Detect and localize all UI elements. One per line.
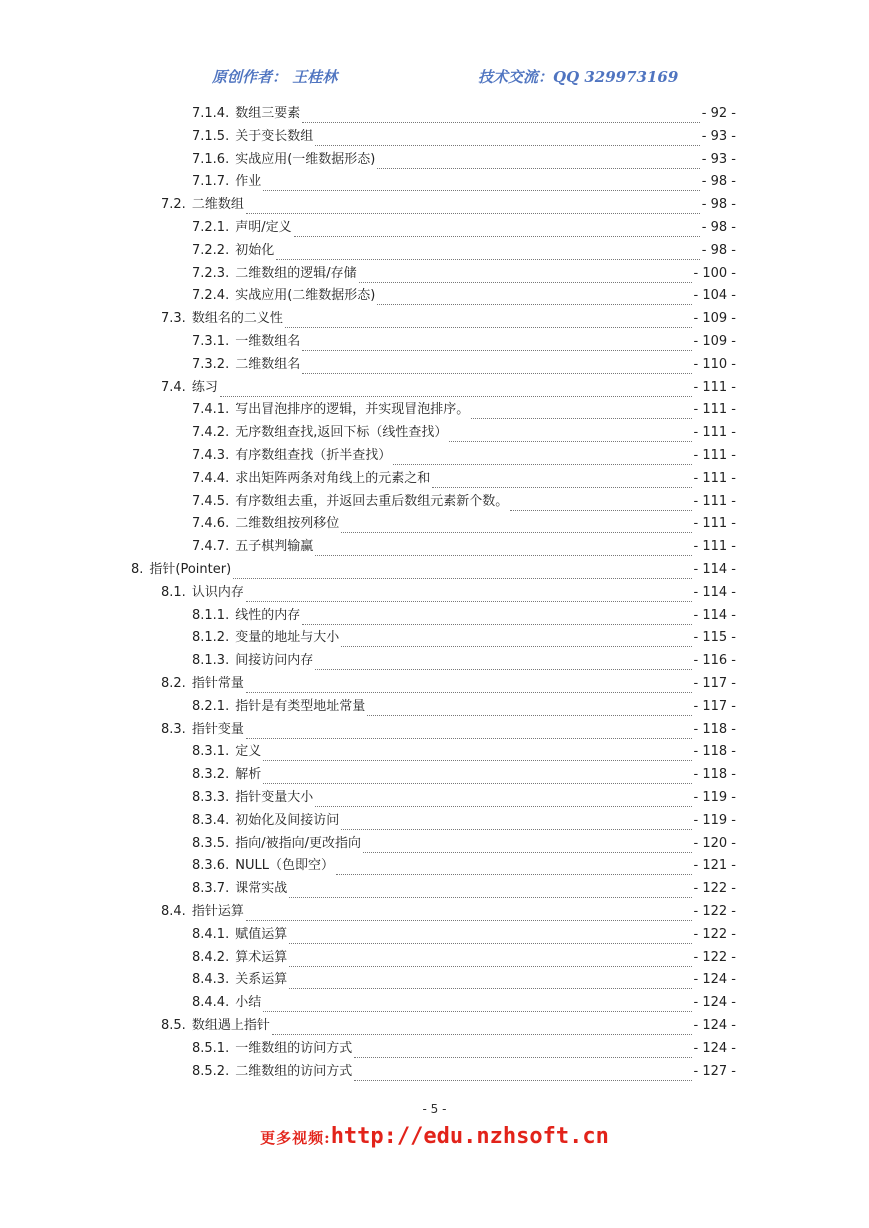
toc-entry[interactable]: [192, 127, 736, 147]
toc-dot-leader: [432, 473, 691, 488]
toc-dot-leader: [315, 792, 691, 807]
toc-entry[interactable]: [192, 948, 736, 968]
toc-dot-leader: [233, 564, 691, 579]
toc-entry-page: - 98 -: [701, 174, 736, 189]
toc-entry[interactable]: [192, 172, 736, 192]
toc-entry-number: 8.3.4.: [192, 813, 230, 828]
toc-entry[interactable]: [192, 606, 736, 626]
toc-entry[interactable]: [192, 1062, 736, 1082]
toc-entry-page: - 124 -: [693, 1018, 736, 1033]
toc-dot-leader: [276, 245, 700, 260]
toc-dot-leader: [341, 518, 691, 533]
toc-entry-title: 关系运算: [235, 972, 288, 987]
toc-entry[interactable]: [192, 765, 736, 785]
toc-entry-title: 无序数组查找,返回下标（线性查找）: [235, 425, 448, 440]
toc-entry-number: 8.3.3.: [192, 790, 230, 805]
toc-dot-leader: [289, 929, 691, 944]
toc-entry[interactable]: [192, 970, 736, 990]
toc-entry-title: 二维数组名: [235, 357, 301, 372]
toc-entry-page: - 111 -: [693, 425, 736, 440]
toc-entry[interactable]: [192, 856, 736, 876]
toc-entry-page: - 124 -: [693, 1041, 736, 1056]
toc-entry-number: 8.3.1.: [192, 744, 230, 759]
toc-entry-page: - 93 -: [701, 129, 736, 144]
toc-entry-title: 赋值运算: [235, 927, 288, 942]
toc-entry-number: 7.2.: [161, 197, 186, 212]
toc-entry[interactable]: [192, 150, 736, 170]
toc-entry-page: - 120 -: [693, 836, 736, 851]
toc-entry-number: 7.2.1.: [192, 220, 230, 235]
toc-entry-page: - 111 -: [693, 448, 736, 463]
toc-dot-leader: [289, 974, 691, 989]
toc-entry-title: 指针变量大小: [235, 790, 314, 805]
toc-entry-page: - 122 -: [693, 881, 736, 896]
page-footer: [0, 1124, 869, 1149]
toc-entry-page: - 118 -: [693, 722, 736, 737]
toc-dot-leader: [367, 701, 691, 716]
toc-entry-title: 变量的地址与大小: [235, 630, 340, 645]
toc-entry[interactable]: [192, 423, 736, 443]
toc-entry-title: 一维数组的访问方式: [235, 1041, 353, 1056]
toc-entry-page: - 111 -: [693, 494, 736, 509]
toc-entry[interactable]: [192, 788, 736, 808]
toc-dot-leader: [341, 632, 691, 647]
toc-dot-leader: [449, 427, 691, 442]
toc-entry-number: 8.1.2.: [192, 630, 230, 645]
toc-entry-title: 有序数组去重，并返回去重后数组元素新个数。: [235, 494, 509, 509]
toc-entry-page: - 127 -: [693, 1064, 736, 1079]
toc-entry-title: 指针运算: [191, 904, 244, 919]
toc-entry[interactable]: [192, 400, 736, 420]
toc-entry-title: 实战应用(一维数据形态): [235, 152, 376, 167]
toc-entry-number: 7.4.4.: [192, 471, 230, 486]
toc-entry-number: 8.2.1.: [192, 699, 230, 714]
toc-entry[interactable]: [192, 355, 736, 375]
toc-entry[interactable]: [161, 1016, 736, 1036]
toc-entry-number: 7.1.4.: [192, 106, 230, 121]
toc-entry-page: - 111 -: [693, 539, 736, 554]
toc-dot-leader: [246, 678, 692, 693]
toc-entry-page: - 121 -: [693, 858, 736, 873]
toc-entry-page: - 117 -: [693, 699, 736, 714]
header-author: 原创作者： 王桂林: [212, 68, 338, 86]
toc-entry-number: 7.3.1.: [192, 334, 230, 349]
toc-dot-leader: [289, 883, 691, 898]
toc-entry-page: - 109 -: [693, 334, 736, 349]
toc-dot-leader: [246, 199, 700, 214]
toc-entry[interactable]: [192, 218, 736, 238]
toc-entry-number: 7.1.7.: [192, 174, 230, 189]
toc-entry-title: 数组三要素: [235, 106, 301, 121]
toc-dot-leader: [220, 382, 692, 397]
toc-entry-number: 7.2.4.: [192, 288, 230, 303]
toc-entry-number: 7.4.1.: [192, 402, 230, 417]
toc-entry[interactable]: [192, 742, 736, 762]
toc-dot-leader: [263, 746, 691, 761]
toc-entry-page: - 114 -: [693, 585, 736, 600]
footer-label: 更多视频:: [260, 1129, 331, 1147]
toc-entry[interactable]: [192, 446, 736, 466]
toc-entry-number: 7.4.5.: [192, 494, 230, 509]
toc-entry-number: 7.4.7.: [192, 539, 230, 554]
toc-entry-title: 练习: [191, 380, 218, 395]
toc-entry[interactable]: [192, 1039, 736, 1059]
toc-entry-title: 算术运算: [235, 950, 288, 965]
toc-entry-title: 数组名的二义性: [191, 311, 283, 326]
toc-entry-number: 8.1.1.: [192, 608, 230, 623]
toc-entry-page: - 114 -: [693, 562, 736, 577]
toc-dot-leader: [341, 815, 691, 830]
toc-entry[interactable]: [131, 560, 736, 580]
toc-entry-number: 8.4.: [161, 904, 186, 919]
toc-dot-leader: [510, 496, 691, 511]
toc-dot-leader: [246, 906, 692, 921]
toc-entry-number: 8.2.: [161, 676, 186, 691]
toc-entry[interactable]: [192, 925, 736, 945]
toc-entry-number: 7.2.2.: [192, 243, 230, 258]
footer-url-link[interactable]: http://edu.nzhsoft.cn: [330, 1124, 609, 1149]
toc-entry-number: 7.1.5.: [192, 129, 230, 144]
toc-entry-title: 五子棋判输赢: [235, 539, 314, 554]
toc-entry-number: 8.4.4.: [192, 995, 230, 1010]
toc-entry-number: 8.5.2.: [192, 1064, 230, 1079]
toc-dot-leader: [246, 724, 692, 739]
toc-entry-page: - 122 -: [693, 904, 736, 919]
toc-entry-number: 8.4.1.: [192, 927, 230, 942]
toc-entry-title: 线性的内存: [235, 608, 301, 623]
toc-entry-page: - 111 -: [693, 402, 736, 417]
toc-entry[interactable]: [161, 583, 736, 603]
toc-dot-leader: [359, 268, 692, 283]
toc-entry-page: - 117 -: [693, 676, 736, 691]
toc-entry[interactable]: [192, 332, 736, 352]
toc-entry-title: 求出矩阵两条对角线上的元素之和: [235, 471, 431, 486]
header-contact: 技术交流：QQ 329973169: [478, 68, 679, 86]
toc-entry[interactable]: [192, 286, 736, 306]
toc-entry-number: 7.2.3.: [192, 266, 230, 281]
toc-entry-page: - 104 -: [693, 288, 736, 303]
toc-entry-title: 写出冒泡排序的逻辑，并实现冒泡排序。: [235, 402, 470, 417]
toc-entry-page: - 111 -: [693, 516, 736, 531]
toc-entry[interactable]: [161, 378, 736, 398]
toc-dot-leader: [263, 176, 700, 191]
toc-entry-number: 8.3.: [161, 722, 186, 737]
toc-entry-page: - 110 -: [693, 357, 736, 372]
toc-entry[interactable]: [161, 720, 736, 740]
toc-entry[interactable]: [192, 651, 736, 671]
toc-entry-title: 初始化及间接访问: [235, 813, 340, 828]
toc-dot-leader: [302, 359, 691, 374]
toc-entry-page: - 111 -: [693, 380, 736, 395]
toc-entry-number: 8.3.6.: [192, 858, 230, 873]
toc-entry-page: - 118 -: [693, 744, 736, 759]
toc-entry-number: 8.1.: [161, 585, 186, 600]
toc-entry-page: - 116 -: [693, 653, 736, 668]
toc-entry-number: 7.4.6.: [192, 516, 230, 531]
toc-dot-leader: [302, 108, 700, 123]
toc-entry-page: - 92 -: [701, 106, 736, 121]
toc-dot-leader: [315, 131, 700, 146]
toc-entry-page: - 119 -: [693, 790, 736, 805]
toc-entry[interactable]: [192, 241, 736, 261]
toc-entry-title: 实战应用(二维数据形态): [235, 288, 376, 303]
toc-entry-page: - 124 -: [693, 972, 736, 987]
toc-dot-leader: [393, 450, 691, 465]
toc-entry-page: - 114 -: [693, 608, 736, 623]
toc-entry-number: 8.4.3.: [192, 972, 230, 987]
toc-entry-page: - 98 -: [701, 243, 736, 258]
toc-dot-leader: [246, 587, 692, 602]
toc-dot-leader: [315, 541, 691, 556]
toc-entry[interactable]: [161, 195, 736, 215]
toc-entry-title: 指针常量: [191, 676, 244, 691]
toc-entry-number: 8.5.: [161, 1018, 186, 1033]
toc-entry-page: - 119 -: [693, 813, 736, 828]
toc-dot-leader: [285, 313, 692, 328]
toc-entry-title: 小结: [235, 995, 262, 1010]
toc-dot-leader: [289, 952, 691, 967]
toc-entry-page: - 100 -: [693, 266, 736, 281]
toc-entry-title: 二维数组的逻辑/存储: [235, 266, 357, 281]
toc-entry-title: 指针是有类型地址常量: [235, 699, 366, 714]
toc-entry-number: 8.5.1.: [192, 1041, 230, 1056]
toc-dot-leader: [302, 610, 691, 625]
toc-dot-leader: [377, 290, 691, 305]
toc-entry[interactable]: [192, 993, 736, 1013]
toc-entry-title: 定义: [235, 744, 262, 759]
toc-entry[interactable]: [192, 264, 736, 284]
toc-entry-page: - 122 -: [693, 950, 736, 965]
toc-entry-title: 指针变量: [191, 722, 244, 737]
toc-entry-title: 一维数组名: [235, 334, 301, 349]
toc-entry-page: - 124 -: [693, 995, 736, 1010]
toc-entry-title: 指针(Pointer): [149, 562, 232, 577]
toc-entry-title: NULL（色即空）: [235, 858, 334, 873]
toc-dot-leader: [294, 222, 700, 237]
toc-entry[interactable]: [192, 834, 736, 854]
toc-entry-title: 间接访问内存: [235, 653, 314, 668]
toc-dot-leader: [263, 997, 691, 1012]
toc-entry-title: 二维数组按列移位: [235, 516, 340, 531]
toc-entry-number: 7.1.6.: [192, 152, 230, 167]
toc-entry[interactable]: [192, 514, 736, 534]
toc-dot-leader: [336, 860, 692, 875]
toc-entry[interactable]: [192, 537, 736, 557]
toc-entry-title: 二维数组的访问方式: [235, 1064, 353, 1079]
toc-dot-leader: [302, 336, 691, 351]
toc-entry[interactable]: [161, 309, 736, 329]
toc-entry-number: 8.3.2.: [192, 767, 230, 782]
toc-entry[interactable]: [192, 811, 736, 831]
toc-entry-title: 作业: [235, 174, 262, 189]
toc-entry-number: 8.3.5.: [192, 836, 230, 851]
toc-entry-title: 数组遇上指针: [191, 1018, 270, 1033]
toc-entry[interactable]: [192, 628, 736, 648]
toc-dot-leader: [377, 154, 699, 169]
toc-entry-title: 解析: [235, 767, 262, 782]
toc-entry-page: - 115 -: [693, 630, 736, 645]
toc-entry-title: 关于变长数组: [235, 129, 314, 144]
toc-entry-number: 7.4.2.: [192, 425, 230, 440]
toc-entry[interactable]: [192, 879, 736, 899]
toc-entry[interactable]: [192, 104, 736, 124]
toc-entry-number: 8.3.7.: [192, 881, 230, 896]
toc-entry-title: 初始化: [235, 243, 275, 258]
toc-entry[interactable]: [192, 469, 736, 489]
toc-entry-title: 指向/被指向/更改指向: [235, 836, 361, 851]
toc-dot-leader: [471, 404, 691, 419]
toc-entry-number: 8.1.3.: [192, 653, 230, 668]
toc-entry-title: 有序数组查找（折半查找）: [235, 448, 392, 463]
toc-entry-title: 课常实战: [235, 881, 288, 896]
toc-entry-page: - 98 -: [701, 197, 736, 212]
toc-entry-page: - 118 -: [693, 767, 736, 782]
toc-entry-page: - 111 -: [693, 471, 736, 486]
toc-entry[interactable]: [161, 902, 736, 922]
toc-dot-leader: [354, 1066, 691, 1081]
page-header: [0, 62, 869, 88]
toc-entry-number: 8.: [131, 562, 144, 577]
toc-entry-number: 7.3.: [161, 311, 186, 326]
page-number: - 5 -: [422, 1102, 447, 1116]
toc-entry[interactable]: [161, 674, 736, 694]
toc-entry-title: 声明/定义: [235, 220, 292, 235]
toc-dot-leader: [315, 655, 691, 670]
toc-entry-number: 7.4.3.: [192, 448, 230, 463]
toc-entry-page: - 109 -: [693, 311, 736, 326]
toc-entry[interactable]: [192, 697, 736, 717]
toc-entry-number: 8.4.2.: [192, 950, 230, 965]
toc-entry-number: 7.3.2.: [192, 357, 230, 372]
toc-dot-leader: [354, 1043, 691, 1058]
toc-dot-leader: [363, 838, 692, 853]
toc-entry[interactable]: [192, 492, 736, 512]
toc-entry-number: 7.4.: [161, 380, 186, 395]
toc-dot-leader: [263, 769, 691, 784]
toc-entry-page: - 122 -: [693, 927, 736, 942]
toc-entry-page: - 93 -: [701, 152, 736, 167]
toc-entry-title: 二维数组: [191, 197, 244, 212]
toc-entry-title: 认识内存: [191, 585, 244, 600]
toc-entry-page: - 98 -: [701, 220, 736, 235]
toc-dot-leader: [272, 1020, 692, 1035]
